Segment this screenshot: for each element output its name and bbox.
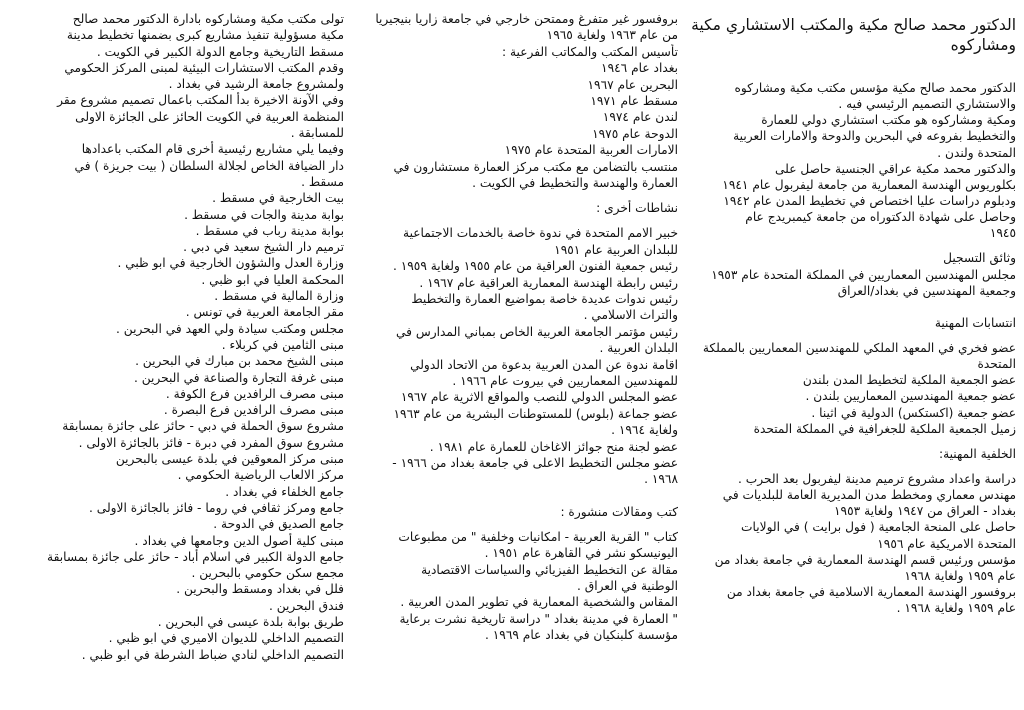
career-line: بروفسور غير متفرغ وممتحن خارجي في جامعة زاريا بنيجيريا	[375, 12, 678, 26]
activity-line: ١٩٦٨ .	[644, 472, 678, 487]
projects-line: مجلس ومكتب سيادة ولي العهد في البحرين .	[116, 321, 344, 336]
intro-line: المتحدة ولندن .	[937, 145, 1016, 160]
background-line: المتحدة الامريكية عام ١٩٥٦	[877, 536, 1016, 551]
projects-line: المنظمة العربية في الكويت الحائز على الجائزة الاولى	[75, 109, 344, 124]
registration-list	[686, 267, 1016, 299]
projects-line: مبنى الشيخ محمد بن مبارك في البحرين .	[135, 354, 344, 369]
projects-line: مشروع سوق المفرد في دبرة - فائز بالجائزة الاولى .	[78, 435, 344, 450]
projects-line: ولمشروع جامعة الرشيد في بغداد .	[168, 77, 344, 92]
projects-line: وقدم المكتب الاستشارات البيئية لمبنى المركز الحكومي	[64, 60, 344, 75]
projects-line: مكية مسؤولية تنفيذ مشاريع كبرى بضمنها تخطيط مدينة	[66, 28, 344, 43]
document-title-line-1: الدكتور محمد صالح مكية والمكتب الاستشاري مكية	[691, 16, 1016, 34]
projects-line: وفي الآونة الاخيرة بدأ المكتب باعمال تصميم مشروع مقر	[57, 93, 344, 108]
activity-line: رئيس جمعية الفنون العراقية من عام ١٩٥٥ ولغاية ١٩٥٩ .	[392, 259, 678, 274]
document-title-line-2: ومشاركوه	[950, 36, 1016, 54]
background-line: مهندس معماري ومخطط مدن المديرية العامة للبلديات في	[722, 488, 1016, 503]
projects-line: وزارة المالية في مسقط .	[214, 289, 344, 304]
projects-line: بوابة مدينة رباب في مسقط .	[195, 223, 344, 238]
projects-line: مبنى مصرف الرافدين فرع الكوفة .	[165, 386, 344, 401]
career-branches-list	[352, 11, 678, 191]
projects-line: وزارة العدل والشؤون الخارجية في ابو ظبي .	[117, 256, 344, 271]
activity-line: رئيس ندوات عديدة خاصة بمواضيع العمارة والتخطيط	[411, 292, 678, 306]
projects-line: دار الضيافة الخاص لجلالة السلطان ( بيت جريزة ) في	[74, 158, 344, 173]
projects-line: ترميم دار الشيخ سعيد في دبي .	[183, 240, 344, 255]
projects-line: بيت الخارجية في مسقط .	[212, 191, 344, 206]
publication-line: مقالة عن التخطيط الفيزيائي والسياسات الاقتصادية	[421, 562, 678, 577]
intro-line: ومكية ومشاركوه هو مكتب استشاري دولي للعمارة	[761, 113, 1016, 128]
projects-line: المحكمة العليا في ابو ظبي .	[201, 272, 344, 287]
intro-line: وحاصل على شهادة الدكتوراه من جامعة كيمبريدج عام	[745, 210, 1016, 225]
career-line: العمارة والهندسة والتخطيط في الكويت .	[472, 175, 678, 190]
registration-line: مجلس المهندسين المعماريين في المملكة المتحدة عام ١٩٥٣	[711, 267, 1016, 282]
intro-line: بكلوريوس الهندسة المعمارية من جامعة ليفربول عام ١٩٤١	[722, 177, 1016, 192]
career-line: تأسيس المكتب والمكاتب الفرعية :	[502, 44, 678, 59]
publication-line: المقاس والشخصية المعمارية في تطوير المدن العربية .	[400, 595, 678, 610]
intro-line: ودبلوم دراسات عليا اختصاص في تخطيط المدن عام ١٩٤٢	[723, 193, 1016, 208]
projects-line: وفيما يلي مشاريع رئيسية أخرى قام المكتب باعدادها	[81, 142, 344, 157]
projects-line: مشروع سوق الحملة في دبي - حائز على جائزة بمسابقة	[62, 419, 344, 434]
memberships-heading: انتسابات المهنية	[934, 315, 1016, 330]
career-line: منتسب بالتضامن مع مكتب مركز العمارة مستشارون في	[393, 159, 678, 174]
career-line: بغداد عام ١٩٤٦	[601, 61, 678, 76]
activity-line: والتراث الاسلامي .	[583, 308, 678, 323]
publications-list	[352, 529, 678, 644]
intro-line: الدكتور محمد صالح مكية مؤسس مكتب مكية ومشاركوه	[734, 81, 1016, 95]
registration-line: وجمعية المهندسين في بغداد/العراق	[837, 283, 1016, 298]
background-line: مؤسس ورئيس قسم الهندسة المعمارية في جامعة بغداد من	[714, 552, 1016, 567]
projects-line: فندق البحرين .	[268, 598, 344, 613]
membership-line: عضو جمعية المهندسين المعماريين بلندن .	[805, 389, 1016, 404]
membership-line: عضو الجمعية الملكية لتخطيط المدن بلندن	[802, 373, 1016, 388]
publication-line: كتاب " القرية العربية - امكانيات وخلفية " من مطبوعات	[398, 529, 678, 544]
projects-line: مركز الالعاب الرياضية الحكومي .	[177, 468, 344, 483]
projects-line: بوابة مدينة والجات في مسقط .	[184, 207, 344, 222]
membership-line: عضو فخري في المعهد الملكي للمهندسين المعماريين بالمملكة	[702, 340, 1016, 355]
membership-line: زميل الجمعية الملكية للجغرافية في المملكة المتحدة	[753, 421, 1016, 436]
activity-line: ولغاية ١٩٦٤ .	[611, 423, 678, 438]
projects-list	[10, 11, 344, 663]
projects-line: مسقط .	[301, 174, 344, 189]
career-line: لندن عام ١٩٧٤	[602, 110, 678, 125]
projects-line: التصميم الداخلي لنادي ضباط الشرطة في ابو ظبي .	[81, 647, 344, 662]
membership-line: عضو جمعية (اكستكس) الدولية في اثينا .	[811, 405, 1016, 420]
background-line: عام ١٩٥٩ ولغاية ١٩٦٨ .	[896, 601, 1016, 616]
right-column	[686, 6, 1016, 616]
activity-line: عضو جماعة (بلوس) للمستوطنات البشرية من عام ١٩٦٣	[393, 406, 678, 421]
background-list	[686, 471, 1016, 616]
projects-line: جامع الصديق في الدوحة .	[213, 517, 344, 532]
publication-line: مؤسسة كلبنكيان في بغداد عام ١٩٦٩ .	[484, 628, 678, 643]
projects-line: مبنى الثامين في كربلاء .	[221, 337, 344, 352]
activity-line: البلدان العربية .	[599, 341, 678, 356]
career-line: البحرين عام ١٩٦٧	[587, 77, 678, 92]
projects-line: طريق بوابة بلدة عيسى في البحرين .	[157, 614, 344, 629]
projects-line: مقر الجامعة العربية في تونس .	[185, 305, 344, 320]
activity-line: خبير الامم المتحدة في ندوة خاصة بالخدمات الاجتماعية	[403, 226, 678, 241]
projects-line: مجمع سكن حكومي بالبحرين .	[191, 566, 344, 581]
career-line: من عام ١٩٦٣ ولغاية ١٩٦٥	[546, 28, 678, 43]
publications-heading: كتب ومقالات منشورة :	[560, 504, 678, 519]
projects-line: مسقط التاريخية وجامع الدولة الكبير في الكويت .	[96, 44, 344, 59]
background-line: بروفسور الهندسة المعمارية الاسلامية في جامعة بغداد من	[726, 584, 1016, 599]
projects-line: جامع الدولة الكبير في اسلام أباد - حائز على جائزة بمسابقة	[47, 549, 344, 564]
activity-line: عضو مجلس التخطيط الاعلى في جامعة بغداد من ١٩٦٦ -	[392, 455, 678, 470]
projects-line: جامع الخلفاء في بغداد .	[225, 484, 344, 499]
background-line: عام ١٩٥٩ ولغاية ١٩٦٨	[904, 568, 1016, 583]
projects-line: مبنى كلية أصول الدين وجامعها في بغداد .	[134, 533, 344, 548]
left-column	[10, 6, 344, 663]
career-line: الدوحة عام ١٩٧٥	[592, 126, 678, 141]
career-line: مسقط عام ١٩٧١	[590, 93, 678, 108]
projects-line: مبنى مركز المعوقين في بلدة عيسى بالبحرين	[115, 452, 344, 467]
intro-line: ١٩٤٥	[989, 226, 1016, 241]
middle-column	[352, 6, 678, 644]
intro-line: والاستشاري التصميم الرئيسي فيه .	[838, 97, 1016, 112]
activity-line: عضو لجنة منح جوائز الاغاخان للعمارة عام ١٩٨١ .	[429, 439, 678, 454]
intro-line: والدكتور محمد مكية عراقي الجنسية حاصل على	[775, 161, 1016, 176]
intro-paragraph	[686, 80, 1016, 241]
activity-line: للبلدان العربية عام ١٩٥١	[554, 242, 678, 257]
intro-line: والتخطيط بفروعه في البحرين والدوحة والامارات العربية	[733, 129, 1016, 144]
background-line: دراسة واعداد مشروع ترميم مدينة ليفربول بعد الحرب .	[738, 471, 1016, 486]
projects-line: فلل في بغداد ومسقط والبحرين .	[176, 582, 344, 597]
activity-line: رئيس مؤتمر الجامعة العربية الخاص بمباني المدارس في	[396, 324, 678, 339]
activities-heading: نشاطات أخرى :	[596, 201, 678, 216]
registration-heading: وثائق التسجيل	[943, 251, 1016, 266]
projects-line: التصميم الداخلي للديوان الاميري في ابو ظبي .	[108, 631, 344, 646]
background-heading: الخلفية المهنية:	[938, 446, 1016, 461]
projects-line: مبنى غرفة التجارة والصناعة في البحرين .	[133, 370, 344, 385]
projects-line: مبنى مصرف الرافدين فرع البصرة .	[163, 403, 344, 418]
career-line: الامارات العربية المتحدة عام ١٩٧٥	[504, 143, 678, 158]
publication-line: " العمارة في مدينة بغداد " دراسة تاريخية نشرت برعاية	[399, 611, 678, 626]
publication-line: الوطنية في العراق .	[576, 579, 678, 593]
memberships-list	[686, 340, 1016, 437]
membership-line: المتحدة	[977, 357, 1016, 372]
publication-line: اليونيسكو نشر في القاهرة عام ١٩٥١ .	[484, 546, 678, 561]
activity-line: للمهندسين المعماريين في بيروت عام ١٩٦٦ .	[452, 373, 678, 388]
projects-line: جامع ومركز ثقافي في روما - فائز بالجائزة الاولى .	[89, 500, 344, 515]
activities-list	[352, 225, 678, 487]
projects-line: للمسابقة .	[290, 126, 344, 141]
background-line: حاصل على المنحة الجامعية ( فول برايت ) في الولايات	[741, 520, 1016, 535]
activity-line: عضو المجلس الدولي للنصب والمواقع الاثرية عام ١٩٦٧	[400, 390, 678, 405]
projects-line: تولى مكتب مكية ومشاركوه بادارة الدكتور محمد صالح	[72, 12, 344, 26]
activity-line: اقامة ندوة عن المدن العربية بدعوة من الاتحاد الدولي	[410, 357, 678, 372]
activity-line: رئيس رابطة الهندسة المعمارية العراقية عام ١٩٦٧ .	[419, 275, 678, 290]
background-line: بغداد - العراق من ١٩٤٧ ولغاية ١٩٥٣	[834, 504, 1016, 519]
